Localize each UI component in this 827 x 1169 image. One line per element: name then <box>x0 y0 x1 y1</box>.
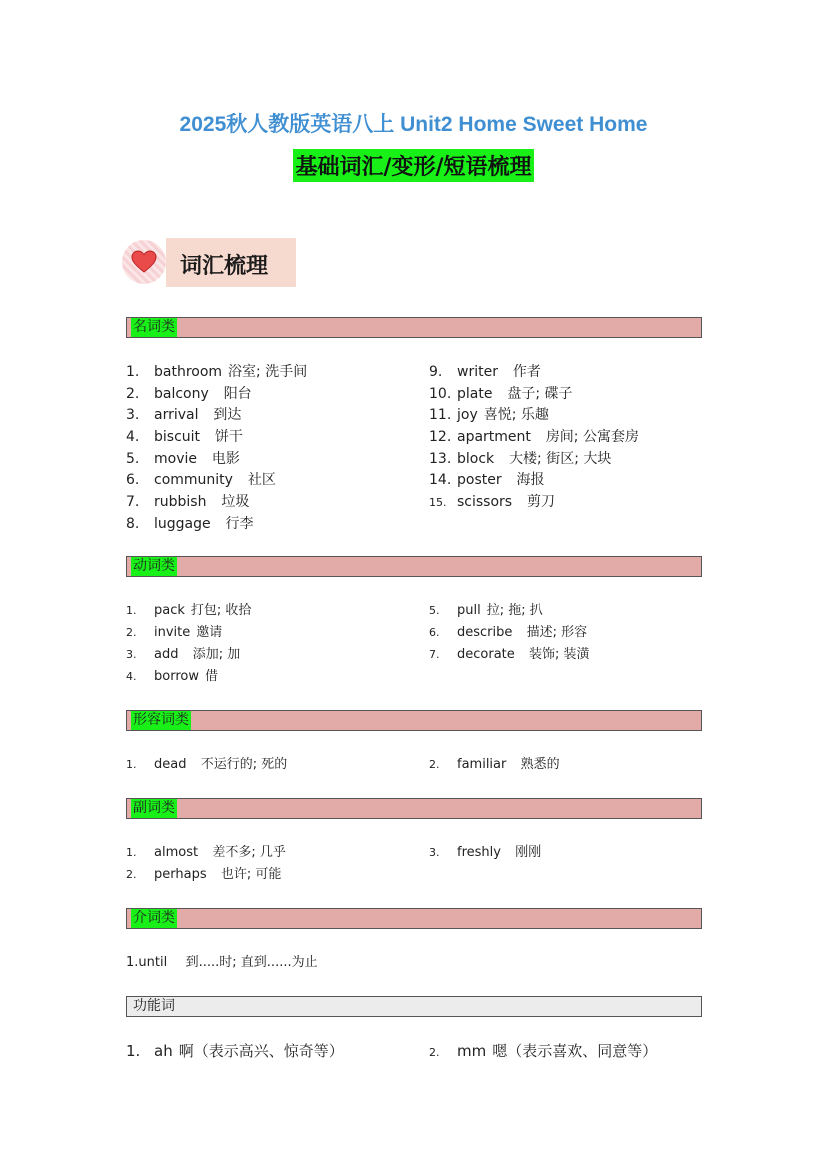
list-item: 1. almost 差不多; 几乎 <box>126 845 286 860</box>
vocab-heading-block <box>122 238 298 288</box>
list-item: 1. dead 不运行的; 死的 <box>126 757 288 772</box>
section-bar-nouns <box>126 317 702 338</box>
list-item: 4. borrow 借 <box>126 669 218 684</box>
section-label: 功能词 <box>133 998 175 1014</box>
list-item: 2. perhaps 也许; 可能 <box>126 867 282 882</box>
list-item: 7. decorate 装饰; 装潢 <box>429 647 590 662</box>
section-label: 介词类 <box>133 910 175 926</box>
document-subtitle: 基础词汇/变形/短语梳理 <box>293 149 533 182</box>
heart-icon <box>131 250 157 274</box>
document-subtitle-wrap <box>0 149 827 182</box>
section-label: 副词类 <box>133 800 175 816</box>
vocab-heading-label: 词汇梳理 <box>180 253 269 279</box>
section-bar-prepositions <box>126 908 702 929</box>
section-label: 形容词类 <box>133 712 189 728</box>
list-item: 1. pack 打包; 收拾 <box>126 603 252 618</box>
list-item: 5. pull 拉; 拖; 扒 <box>429 603 543 618</box>
list-item: 13. block 大楼; 街区; 大块 <box>429 451 612 467</box>
list-item: 1.until 到.....时; 直到......为止 <box>126 955 318 970</box>
section-bar-verbs <box>126 556 702 577</box>
list-item: 6. community 社区 <box>126 472 276 488</box>
list-item: 3. freshly 刚刚 <box>429 845 542 860</box>
list-item: 3. add 添加; 加 <box>126 647 241 662</box>
list-item: 2. mm 嗯（表示喜欢、同意等） <box>429 1042 658 1060</box>
list-item: 6. describe 描述; 形容 <box>429 625 588 640</box>
list-item: 9. writer 作者 <box>429 364 541 380</box>
list-item: 15. scissors 剪刀 <box>429 494 555 510</box>
vocab-heading-box <box>166 238 296 287</box>
list-item: 4. biscuit 饼干 <box>126 429 243 445</box>
list-item: 5. movie 电影 <box>126 451 240 467</box>
list-item: 10. plate 盘子; 碟子 <box>429 386 573 402</box>
list-item: 1. ah 啊（表示高兴、惊奇等） <box>126 1042 344 1060</box>
list-item: 3. arrival 到达 <box>126 407 242 423</box>
list-item: 2. balcony 阳台 <box>126 386 252 402</box>
list-item: 1. bathroom 浴室; 洗手间 <box>126 364 308 380</box>
list-item: 8. luggage 行李 <box>126 516 254 532</box>
list-item: 14. poster 海报 <box>429 472 545 488</box>
section-bar-adverbs <box>126 798 702 819</box>
list-item: 7. rubbish 垃圾 <box>126 494 250 510</box>
list-item: 12. apartment 房间; 公寓套房 <box>429 429 639 445</box>
heart-badge <box>122 240 166 284</box>
list-item: 11. joy 喜悦; 乐趣 <box>429 407 549 423</box>
section-bar-adjectives <box>126 710 702 731</box>
section-bar-function-words <box>126 996 702 1017</box>
list-item: 2. invite 邀请 <box>126 625 223 640</box>
document-title: 2025秋人教版英语八上 Unit2 Home Sweet Home <box>179 113 648 136</box>
section-label: 动词类 <box>133 558 175 574</box>
list-item: 2. familiar 熟悉的 <box>429 757 560 772</box>
section-label: 名词类 <box>133 319 175 335</box>
